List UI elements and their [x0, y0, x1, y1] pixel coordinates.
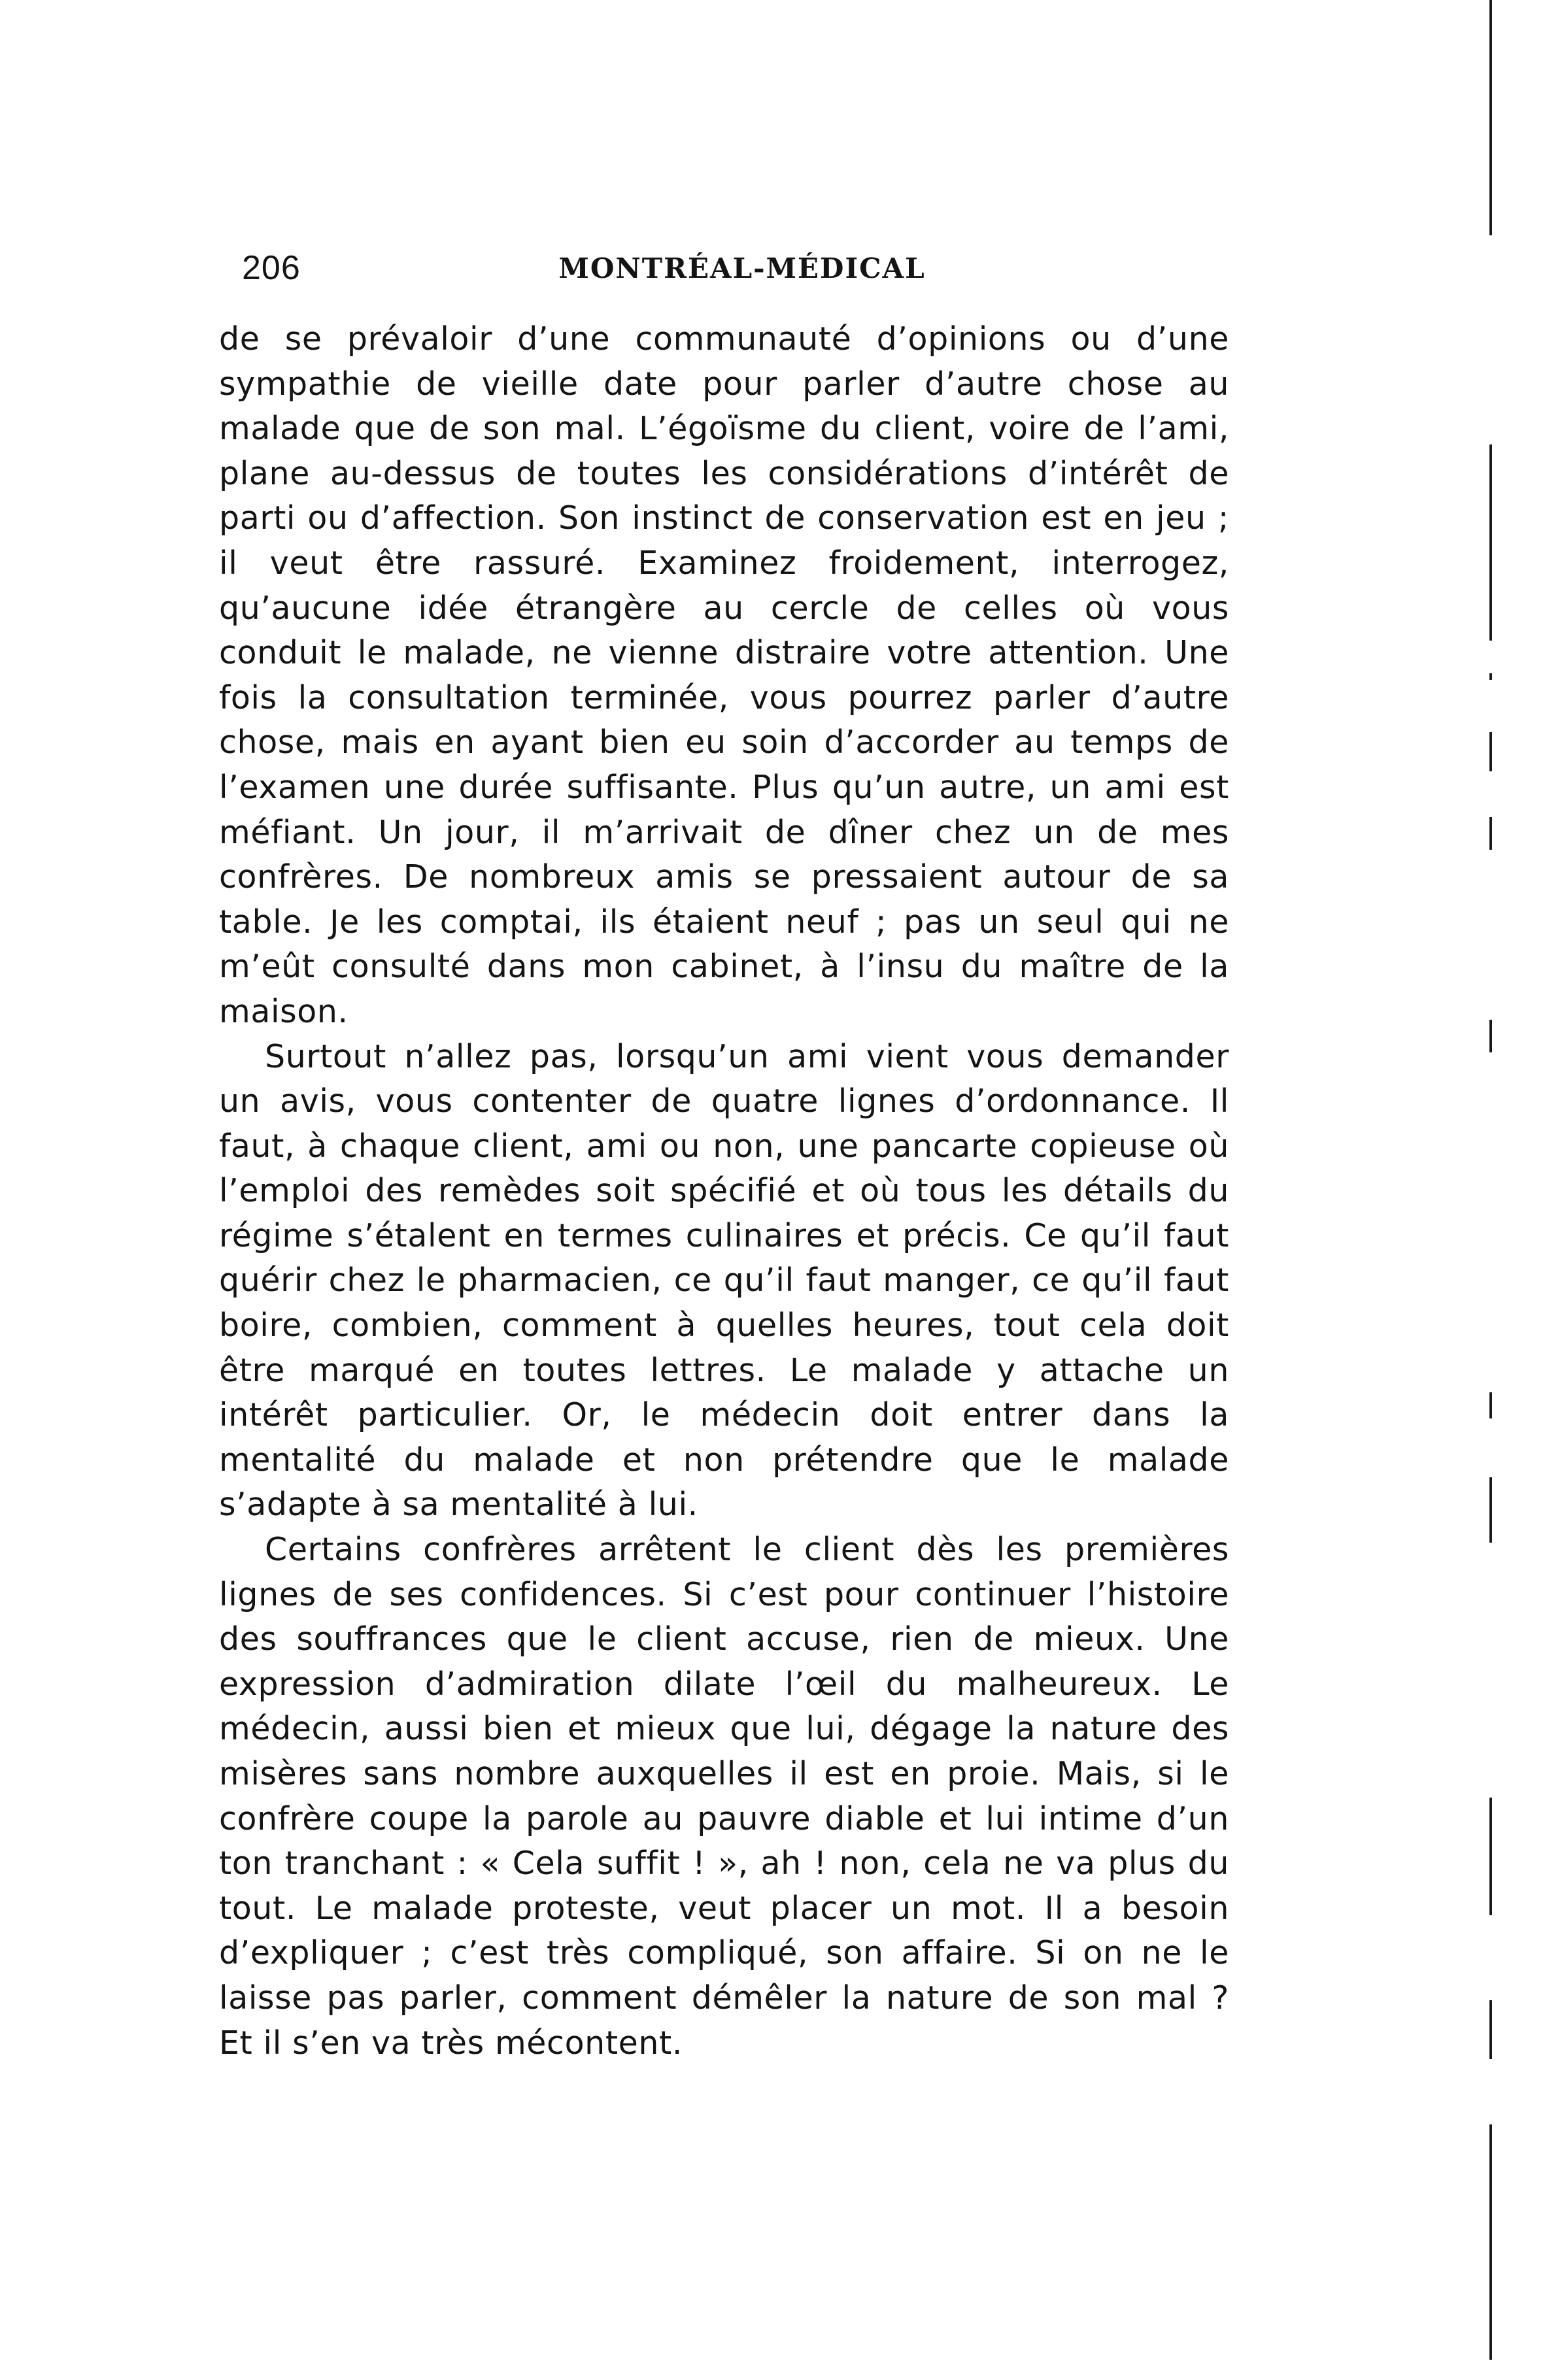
page-edge-segment [1489, 1798, 1492, 1915]
paragraph-1: de se prévaloir d’une communauté d’opinions ou d’une sympathie de vieille date pour parler d’autre chose au malade que de son mal. L’égoïsme du client, voire de l’ami, plane au-dessus de toutes les considérations d’intérêt de parti ou d’affection. Son instinct de conservation est en jeu ; il veut être rassuré. Examinez froidement, interrogez, qu’aucune idée étrangère au cercle de celles où vous conduit le malade, ne vienne distraire votre attention. Une fois la consultation terminée, vous pourrez parler d’autre chose, mais en ayant bien eu soin d’accorder au temps de l’examen une durée suffisante. Plus qu’un autre, un ami est méfiant. Un jour, il m’arrivait de dîner chez un de mes confrères. De nombreux amis se pressaient autour de sa table. Je les comptai, ils étaient neuf ; pas un seul qui ne m’eût consulté dans mon cabinet, à l’insu du maître de la maison. [219, 320, 1229, 1030]
page-edge-segment [1489, 2124, 1492, 2360]
page-edge-line [1489, 0, 1492, 2380]
page-edge-segment [1489, 1392, 1492, 1418]
page-edge-segment [1489, 673, 1492, 680]
page-edge-segment [1489, 817, 1492, 850]
page-edge-segment [1489, 2000, 1492, 2059]
page-edge-segment [1489, 0, 1492, 235]
page-edge-segment [1489, 444, 1492, 641]
page-edge-segment [1489, 1477, 1492, 1543]
page-number: 206 [242, 249, 301, 287]
page-edge-segment [1489, 1020, 1492, 1052]
page-edge-segment [1489, 732, 1492, 771]
page-header [242, 248, 1242, 301]
paragraph-2: Surtout n’allez pas, lorsqu’un ami vient vous demander un avis, vous contenter de quatre lignes d’ordonnance. Il faut, à chaque client, ami ou non, une pancarte copieuse où l’emploi des remèdes soit spécifié et où tous les détails du régime s’étalent en termes culinaires et précis. Ce qu’il faut quérir chez le pharmacien, ce qu’il faut manger, ce qu’il faut boire, combien, comment à quelles heures, tout cela doit être marqué en toutes lettres. Le malade y attache un intérêt particulier. Or, le médecin doit entrer dans la mentalité du malade et non prétendre que le malade s’adapte à sa mentalité à lui. [219, 1037, 1229, 1524]
running-head: MONTRÉAL-MÉDICAL [558, 252, 926, 284]
body-text [219, 317, 1229, 2066]
paragraph-3: Certains confrères arrêtent le client dès les premières lignes de ses confidences. Si c’est pour continuer l’histoire des souffrances que le client accuse, rien de mieux. Une expression d’admiration dilate l’œil du malheureux. Le médecin, aussi bien et mieux que lui, dégage la nature des misères sans nombre auxquelles il est en proie. Mais, si le confrère coupe la parole au pauvre diable et lui intime d’un ton tranchant : « Cela suffit ! », ah ! non, cela ne va plus du tout. Le malade proteste, veut placer un mot. Il a besoin d’expliquer ; c’est très compliqué, son affaire. Si on ne le laisse pas parler, comment démêler la nature de son mal ? Et il s’en va très mécontent. [219, 1531, 1229, 2062]
